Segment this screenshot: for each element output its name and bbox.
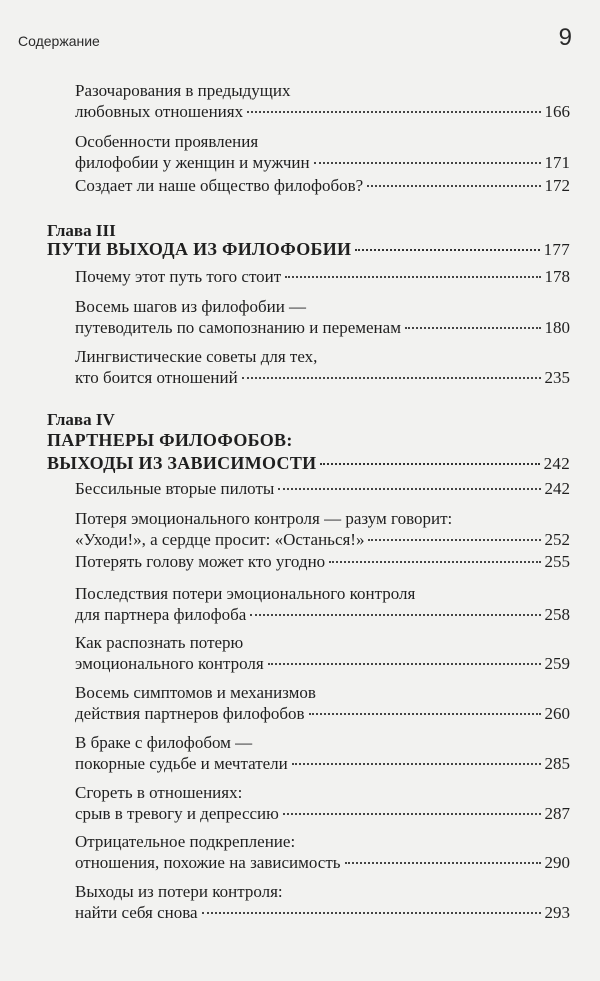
entry-page-number: 172 [544,176,570,195]
toc-entry [75,80,570,122]
entry-title-line: найти себя снова [75,903,198,922]
dot-leader [278,488,540,490]
entry-title-line: Разочарования в предыдущих [75,81,291,100]
toc-entry [75,732,570,774]
entry-last-line [75,367,570,388]
entry-page-number: 285 [544,754,570,773]
chapter-title [47,429,570,475]
entry-last-line [75,551,570,572]
entry-title-line: путеводитель по самопознанию и переменам [75,318,401,337]
dot-leader [247,111,540,113]
entry-last-line [75,317,570,338]
dot-leader [314,162,541,164]
entry-last-line [47,452,570,475]
entry-title-line: Создает ли наше общество филофобов? [75,176,364,195]
dot-leader [268,663,541,665]
entry-last-line [47,238,570,261]
toc-entry [75,682,570,724]
entry-last-line [75,852,570,873]
entry-title-line: Восемь шагов из филофобии — [75,297,307,316]
entry-title-line: покорные судьбе и мечтатели [75,754,288,773]
entry-last-line [75,152,570,173]
dot-leader [250,614,540,616]
page-number: 9 [558,24,572,51]
dot-leader [320,463,539,465]
toc-entry [75,478,570,499]
entry-last-line [75,478,570,499]
entry-title-line: действия партнеров филофобов [75,704,305,723]
chapter-label: Глава IV [47,410,115,429]
toc-entry [75,632,570,674]
entry-page-number: 177 [543,240,570,259]
entry-page-number: 260 [544,704,570,723]
entry-title-line: ПУТИ ВЫХОДА ИЗ ФИЛОФОБИИ [47,239,352,259]
entry-title-line: эмоционального контроля [75,654,264,673]
entry-title-line: кто боится отношений [75,368,238,387]
entry-page-number: 166 [544,102,570,121]
dot-leader [355,249,539,251]
chapter-title [47,238,570,261]
dot-leader [329,561,540,563]
entry-last-line [75,266,570,287]
dot-leader [283,813,541,815]
entry-page-number: 252 [544,530,570,549]
entry-last-line [75,902,570,923]
dot-leader [292,763,541,765]
entry-last-line [75,653,570,674]
entry-title-line: Сгореть в отношениях: [75,783,243,802]
entry-last-line [75,803,570,824]
toc-entry [75,508,570,550]
entry-page-number: 287 [544,804,570,823]
entry-title-line: Бессильные вторые пилоты [75,479,275,498]
dot-leader [202,912,541,914]
entry-title-line: «Уходи!», а сердце просит: «Останься!» [75,530,365,549]
entry-page-number: 242 [544,479,570,498]
entry-title-line: отношения, похожие на зависимость [75,853,341,872]
entry-page-number: 293 [544,903,570,922]
toc-entry [75,131,570,173]
entry-title-line: ВЫХОДЫ ИЗ ЗАВИСИМОСТИ [47,453,317,473]
dot-leader [309,713,541,715]
entry-page-number: 242 [543,454,570,473]
entry-title-line: Потерять голову может кто угодно [75,552,326,571]
entry-page-number: 258 [544,605,570,624]
entry-title-line: для партнера филофоба [75,605,247,624]
entry-page-number: 255 [544,552,570,571]
chapter-label: Глава III [47,221,116,240]
entry-last-line [75,101,570,122]
entry-title-line: Восемь симптомов и механизмов [75,683,316,702]
entry-page-number: 180 [544,318,570,337]
entry-title-line: В браке с филофобом — [75,733,253,752]
entry-title-line: филофобии у женщин и мужчин [75,153,310,172]
toc-entry [75,551,570,572]
dot-leader [405,327,541,329]
entry-page-number: 178 [544,267,570,286]
entry-page-number: 259 [544,654,570,673]
entry-last-line [75,753,570,774]
dot-leader [345,862,541,864]
toc-entry [75,346,570,388]
dot-leader [368,539,540,541]
running-header: Содержание [18,33,100,49]
entry-title-line: Почему этот путь того стоит [75,267,282,286]
toc-entry [75,266,570,287]
toc-entry [75,175,570,196]
entry-title-line: Последствия потери эмоционального контроля [75,584,416,603]
entry-title-line: ПАРТНЕРЫ ФИЛОФОБОВ: [47,430,293,450]
entry-last-line [75,529,570,550]
entry-title-line: Особенности проявления [75,132,259,151]
entry-title-line: Потеря эмоционального контроля — разум говорит: [75,509,453,528]
toc-entry [75,881,570,923]
toc-entry [75,296,570,338]
entry-last-line [75,604,570,625]
entry-title-line: Отрицательное подкрепление: [75,832,296,851]
dot-leader [367,185,540,187]
entry-title-line: любовных отношениях [75,102,244,121]
entry-title-line: Лингвистические советы для тех, [75,347,318,366]
entry-page-number: 171 [544,153,570,172]
entry-page-number: 235 [544,368,570,387]
toc-entry [75,583,570,625]
toc-entry [75,782,570,824]
entry-title-line: Выходы из потери контроля: [75,882,283,901]
entry-last-line [75,175,570,196]
toc-entry [75,831,570,873]
dot-leader [285,276,540,278]
entry-last-line [75,703,570,724]
entry-title-line: Как распознать потерю [75,633,244,652]
entry-page-number: 290 [544,853,570,872]
entry-title-line: срыв в тревогу и депрессию [75,804,279,823]
dot-leader [242,377,541,379]
